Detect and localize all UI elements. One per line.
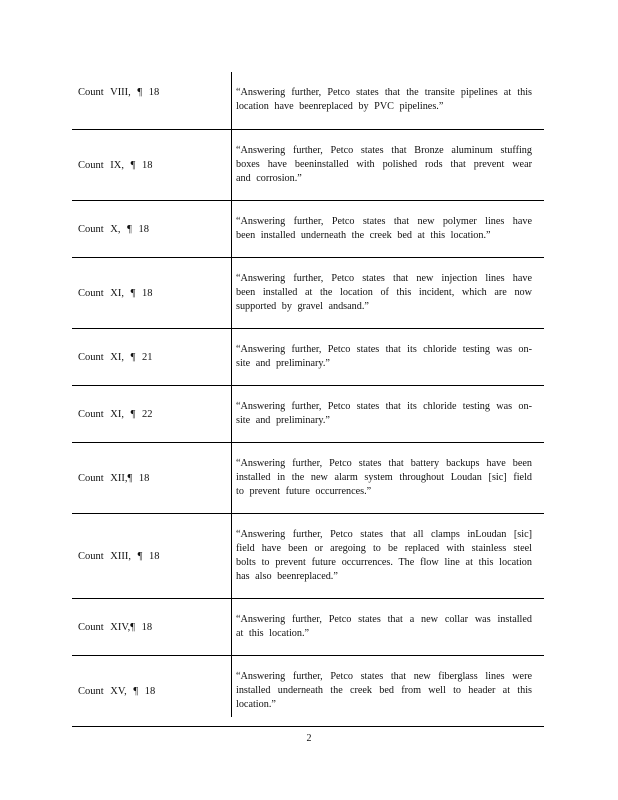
count-cell: Count XV, ¶ 18: [78, 685, 156, 697]
quote-cell: “Answering further, Petco states that a new collar was installed at this location.”: [236, 614, 532, 639]
table-row: [72, 386, 544, 443]
table-row: [72, 258, 544, 329]
count-cell: Count XIV,¶ 18: [78, 621, 153, 633]
quote-cell: “Answering further, Petco states that all clamps inLoudan [sic] field have been or aregoing to be replaced with stainless steel bolts to prevent future occurrences. The flow line at this location has also beenreplaced.”: [236, 529, 532, 582]
count-cell: Count XI, ¶ 22: [78, 408, 153, 420]
count-cell: Count X, ¶ 18: [78, 223, 150, 235]
quote-cell: “Answering further, Petco states that Bronze aluminum stuffing boxes have beeninstalled with polished rods that prevent wear and corrosion.”: [236, 145, 532, 184]
quote-cell: “Answering further, Petco states that its chloride testing was on- site and preliminary.”: [236, 401, 532, 426]
quote-cell: “Answering further, Petco states that new injection lines have been installed at the location of this incident, which are now supported by gravel andsand.”: [236, 273, 532, 312]
count-cell: Count XI, ¶ 21: [78, 351, 153, 363]
table-row: [72, 201, 544, 258]
table-row: [72, 130, 544, 201]
quote-cell: “Answering further, Petco states that the transite pipelines at this location have beenreplaced by PVC pipelines.”: [236, 87, 532, 112]
page-number: 2: [306, 733, 312, 744]
count-cell: Count VIII, ¶ 18: [78, 87, 160, 98]
table-row: [72, 329, 544, 386]
count-cell: Count XIII, ¶ 18: [78, 550, 160, 562]
count-cell: Count XI, ¶ 18: [78, 287, 153, 299]
count-cell: Count IX, ¶ 18: [78, 159, 153, 171]
table-row: [72, 443, 544, 514]
quote-cell: “Answering further, Petco states that new fiberglass lines were installed underneath the creek bed from well to header at this location.”: [236, 671, 532, 710]
quote-cell: “Answering further, Petco states that its chloride testing was on- site and preliminary.”: [236, 344, 532, 369]
quote-cell: “Answering further, Petco states that battery backups have been installed in the new alarm system throughout Loudan [sic] field to prevent future occurrences.”: [236, 458, 532, 497]
table-row: [72, 656, 544, 727]
count-cell: Count XII,¶ 18: [78, 472, 150, 484]
table-row: [72, 514, 544, 599]
table-row: [72, 72, 544, 130]
counts-table: [72, 72, 544, 727]
table-row: [72, 599, 544, 656]
quote-cell: “Answering further, Petco states that new polymer lines have been installed underneath the creek bed at this location.”: [236, 216, 532, 241]
